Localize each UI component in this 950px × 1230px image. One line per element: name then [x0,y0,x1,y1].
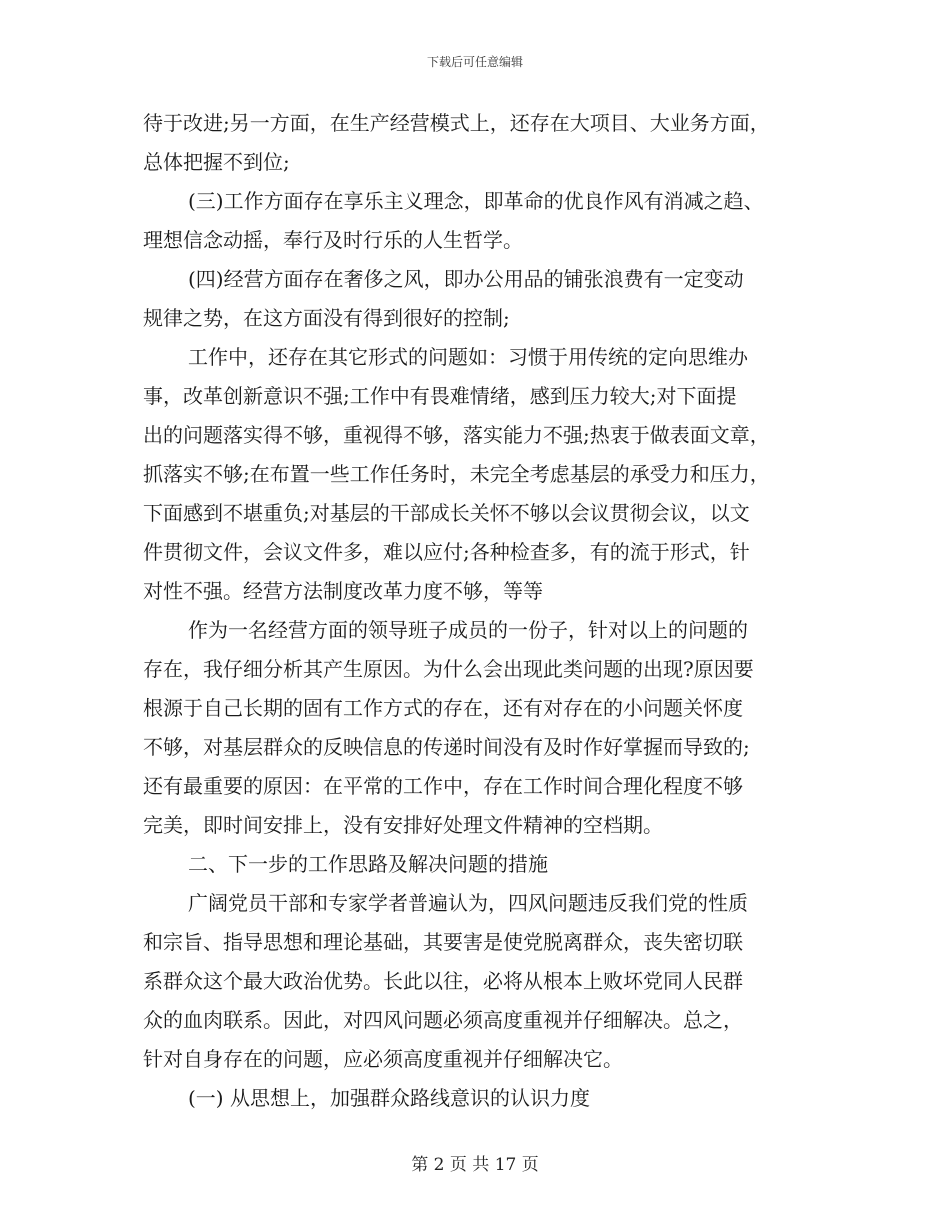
text-line: 抓落实不够;在布置一些工作任务时，未完全考虑基层的承受力和压力， [143,462,770,486]
text-line: 下面感到不堪重负;对基层的干部成长关怀不够以会议贯彻会议，以文 [143,501,750,525]
text-line: 和宗旨、指导思想和理论基础，其要害是使党脱离群众，丧失密切联 [143,930,743,954]
page-footer: 第 2 页 共 17 页 [411,1155,539,1175]
text-line: 件贯彻文件，会议文件多，难以应付;各种检查多，有的流于形式，针 [143,540,750,564]
text-line: 系群众这个最大政治优势。长此以往，必将从根本上败坏党同人民群 [143,969,743,993]
text-line: 完美，即时间安排上，没有安排好处理文件精神的空档期。 [143,813,663,837]
text-line: 广阔党员干部和专家学者普遍认为，四风问题违反我们党的性质 [188,891,748,915]
text-line: 对性不强。经营方法制度改革力度不够，等等 [143,579,543,603]
text-line: 不够，对基层群众的反映信息的传递时间没有及时作好掌握而导致的; [143,735,750,759]
document-body [143,104,823,1118]
text-line: 事，改革创新意识不强;工作中有畏难情绪，感到压力较大;对下面提 [143,384,737,408]
text-line: 总体把握不到位; [143,150,290,174]
text-line: 针对自身存在的问题，应必须高度重视并仔细解决它。 [143,1047,623,1071]
text-line: 存在，我仔细分析其产生原因。为什么会出现此类问题的出现?原因要 [143,657,754,681]
text-line: 工作中，还存在其它形式的问题如：习惯于用传统的定向思维办 [188,345,748,369]
text-line: 待于改进;另一方面，在生产经营模式上，还存在大项目、大业务方面， [143,111,770,135]
section-heading: 二、下一步的工作思路及解决问题的措施 [188,852,548,876]
text-line: 理想信念动摇，奉行及时行乐的人生哲学。 [143,228,523,252]
text-line: 作为一名经营方面的领导班子成员的一份子，针对以上的问题的 [188,618,748,642]
text-line: 规律之势，在这方面没有得到很好的控制; [143,306,510,330]
text-line: (四)经营方面存在奢侈之风，即办公用品的铺张浪费有一定变动 [188,267,744,291]
text-line: (三)工作方面存在享乐主义理念，即革命的优良作风有消减之趋、 [188,189,764,213]
text-line: 根源于自己长期的固有工作方式的存在，还有对存在的小问题关怀度 [143,696,743,720]
page-header: 下载后可任意编辑 [426,55,523,69]
text-line: 还有最重要的原因：在平常的工作中，存在工作时间合理化程度不够 [143,774,743,798]
text-line: 出的问题落实得不够，重视得不够，落实能力不强;热衷于做表面文章， [143,423,770,447]
subsection-heading: (一) 从思想上，加强群众路线意识的认识力度 [188,1086,590,1110]
text-line: 众的血肉联系。因此，对四风问题必须高度重视并仔细解决。总之， [143,1008,743,1032]
